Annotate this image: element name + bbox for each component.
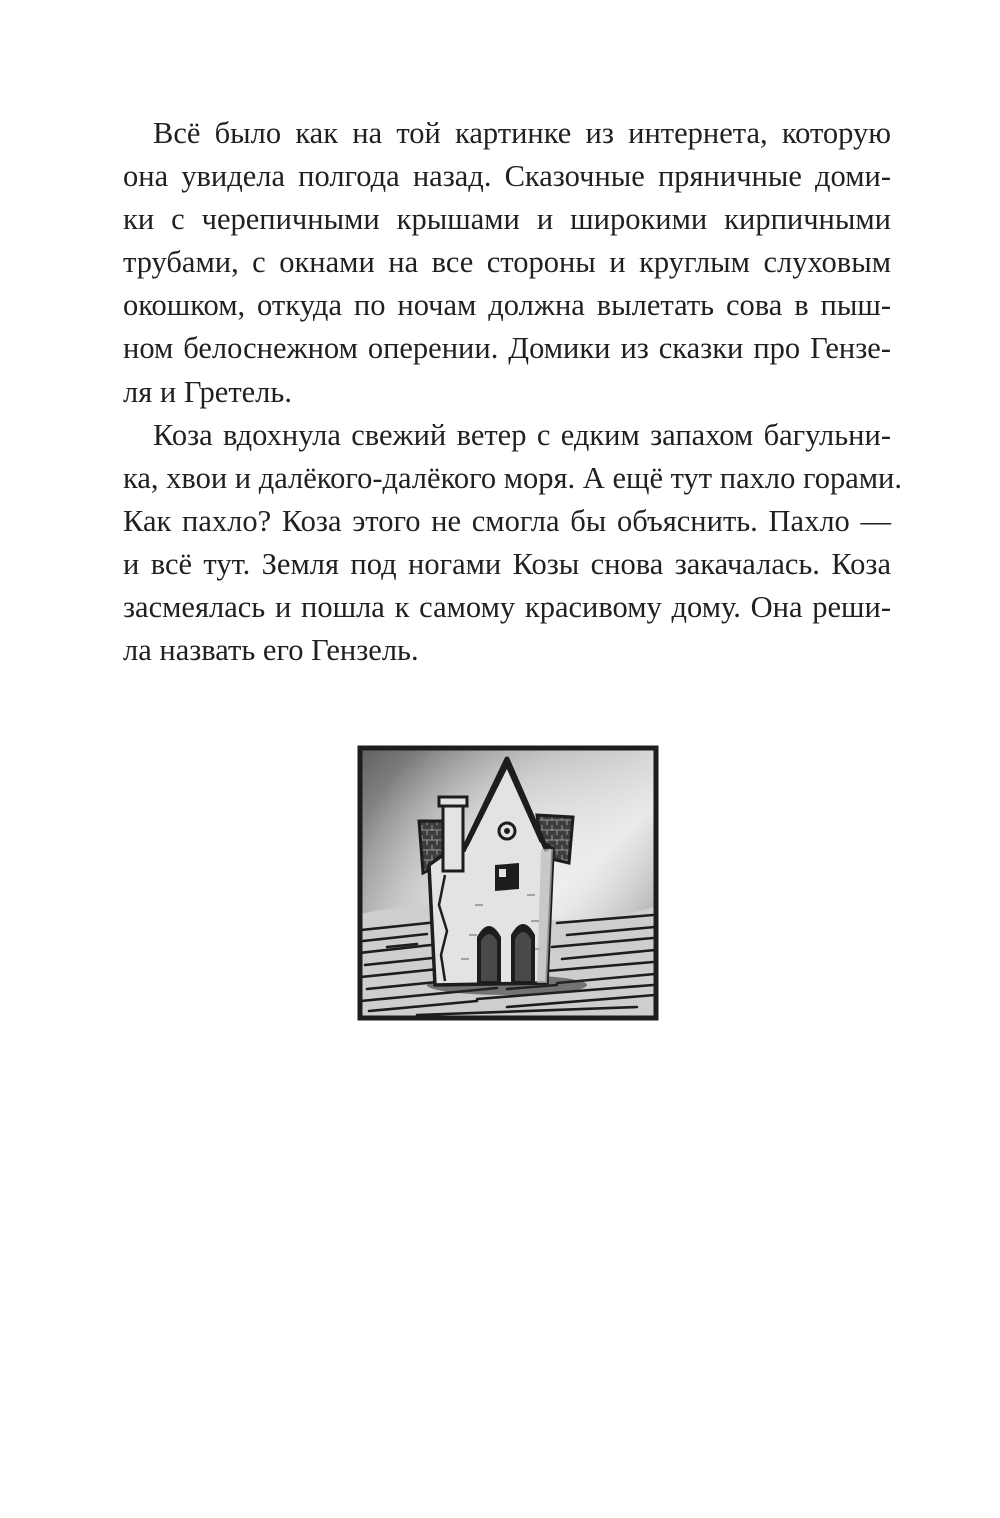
paragraph-2-line-3: Как пахло? Коза этого не смогла бы объяснить. Пахло — bbox=[123, 503, 891, 538]
paragraph-1-line-2: она увидела полгода назад. Сказочные пряничные доми- bbox=[123, 159, 891, 194]
paragraph-2-line-2: ка, хвои и далёкого-далёкого моря. А ещё тут пахло горами. bbox=[123, 460, 903, 495]
body-text bbox=[123, 112, 903, 672]
paragraph-1-line-3: ки с черепичными крышами и широкими кирпичными bbox=[123, 202, 891, 237]
paragraph-1-line-4: трубами, с окнами на все стороны и круглым слуховым bbox=[123, 245, 891, 280]
paragraph-2-line-4: и всё тут. Земля под ногами Козы снова закачалась. Коза bbox=[123, 546, 891, 581]
paragraph-2-line-5: засмеялась и пошла к самому красивому дому. Она реши- bbox=[123, 590, 891, 625]
paragraph-2-line-1: Коза вдохнула свежий ветер с едким запахом багульни- bbox=[153, 417, 891, 452]
paragraph-1-line-1: Всё было как на той картинке из интернета, которую bbox=[153, 116, 891, 150]
paragraph-2-line-6: ла назвать его Гензель. bbox=[123, 633, 419, 668]
paragraph-1-line-6: ном белоснежном оперении. Домики из сказки про Гензе- bbox=[123, 331, 891, 366]
paragraph-1-line-7: ля и Гретель. bbox=[123, 374, 292, 409]
house-illustration bbox=[357, 745, 659, 1021]
house-icon bbox=[357, 745, 659, 1021]
paragraph-1-line-5: окошком, откуда по ночам должна вылетать сова в пыш- bbox=[123, 288, 891, 323]
